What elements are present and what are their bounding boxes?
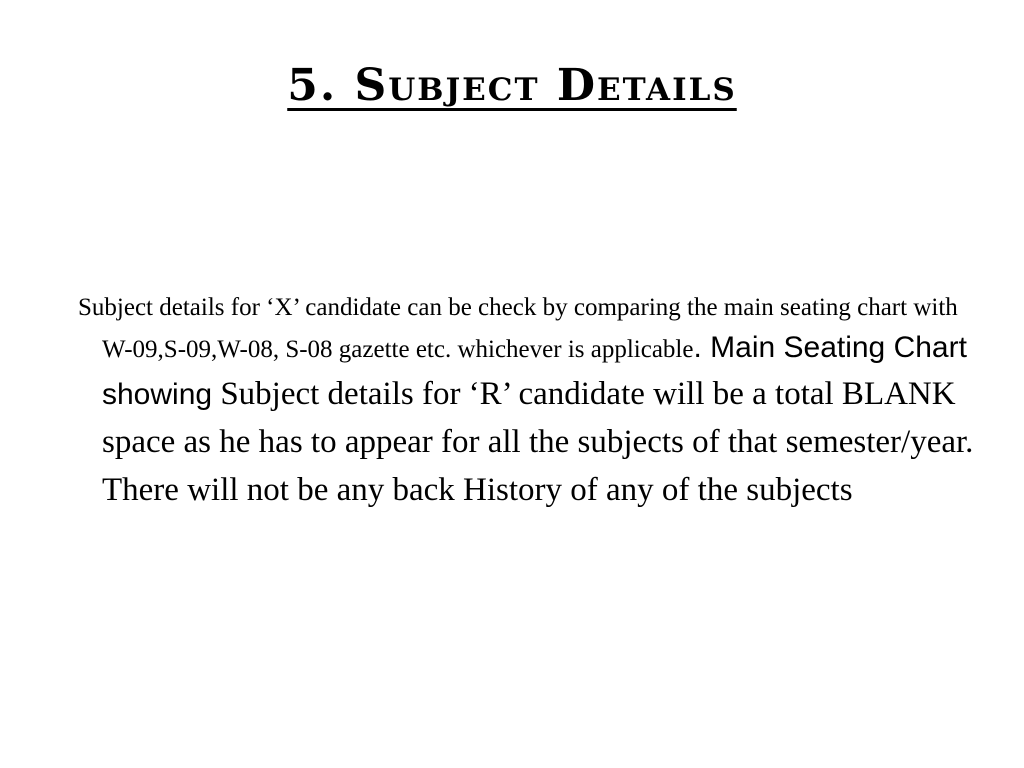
body-text-sans: . Main Seating Chart showing bbox=[102, 331, 967, 411]
slide-body bbox=[78, 286, 978, 514]
body-paragraph bbox=[78, 286, 978, 514]
body-text-large: Subject details for ‘R’ candidate will be a total BLANK space as he has to appear for all the subjects of that semester/year. There will not be any back History of any of the subjects bbox=[102, 376, 974, 508]
slide-title: 5. Subject Details bbox=[287, 60, 737, 111]
body-text-small: Subject details for ‘X’ candidate can be check by comparing the main seating chart with W-09,S-09,W-08, S-08 gazette etc. whichever is applicable bbox=[78, 294, 958, 363]
slide-title-container bbox=[0, 60, 1024, 111]
